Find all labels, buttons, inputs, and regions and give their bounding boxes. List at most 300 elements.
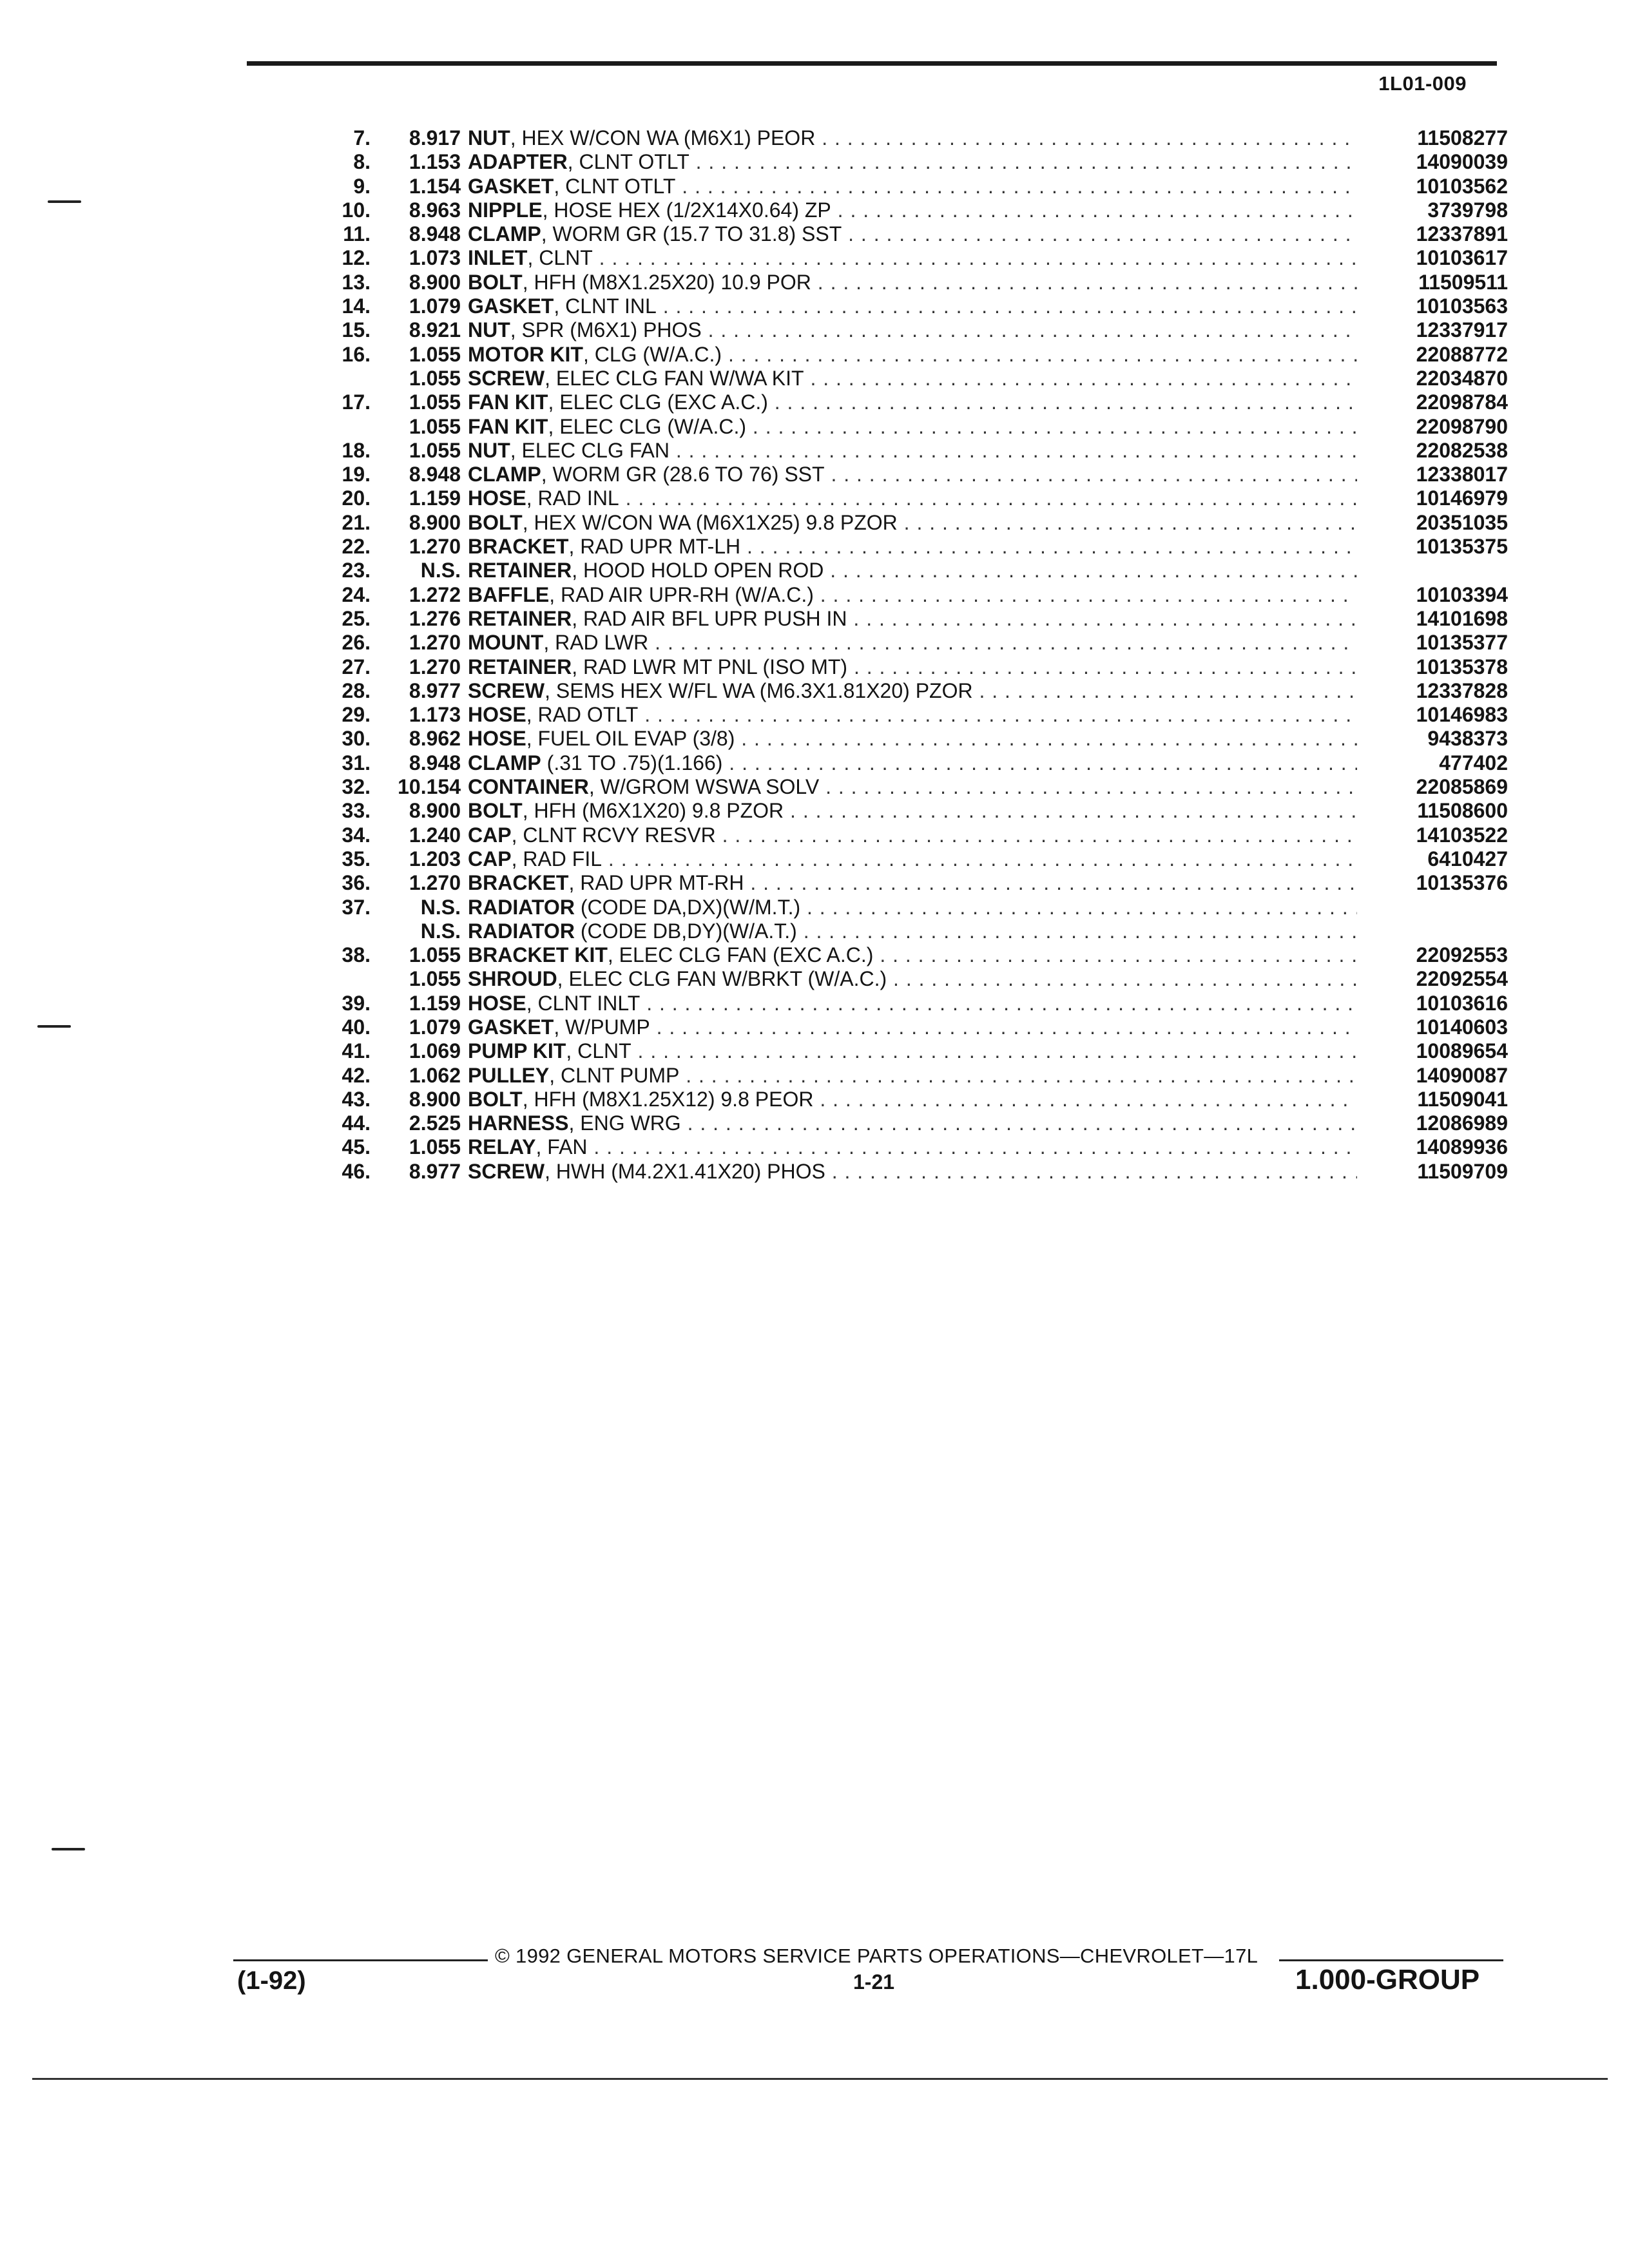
table-row bbox=[284, 126, 1508, 150]
part-description bbox=[468, 967, 1357, 991]
part-description bbox=[468, 823, 1357, 847]
group-number: 10.154 bbox=[398, 775, 461, 799]
group-number: 1.154 bbox=[409, 174, 461, 198]
item-number: 24. bbox=[342, 582, 371, 606]
part-name: BOLT bbox=[468, 510, 523, 534]
scan-mark bbox=[48, 200, 81, 203]
group-number: 1.240 bbox=[409, 823, 461, 847]
table-row bbox=[284, 511, 1508, 535]
part-detail: , RAD UPR MT-RH bbox=[568, 871, 744, 895]
group-number: 1.055 bbox=[409, 943, 461, 967]
part-number: 22082538 bbox=[1416, 438, 1508, 462]
table-row bbox=[284, 463, 1508, 486]
part-description bbox=[468, 150, 1357, 174]
part-number: 10135375 bbox=[1416, 535, 1508, 559]
table-row bbox=[284, 222, 1508, 246]
part-name: CAP bbox=[468, 847, 512, 870]
part-number: 12337917 bbox=[1416, 318, 1508, 342]
part-detail: , CLNT RCVY RESVR bbox=[511, 823, 716, 847]
part-name: SHROUD bbox=[468, 967, 557, 991]
part-detail: , ELEC CLG FAN bbox=[510, 438, 670, 462]
table-row bbox=[284, 679, 1508, 703]
item-number: 35. bbox=[342, 847, 371, 870]
part-description bbox=[468, 246, 1357, 270]
part-detail: , ELEC CLG FAN W/BRKT (W/A.C.) bbox=[557, 967, 887, 991]
table-row bbox=[284, 150, 1508, 174]
item-number: 11. bbox=[343, 222, 371, 246]
part-detail: (CODE DB,DY)(W/A.T.) bbox=[574, 919, 797, 943]
bottom-rule bbox=[32, 2078, 1608, 2080]
part-name: BRACKET KIT bbox=[468, 943, 608, 967]
group-number: 1.079 bbox=[409, 1015, 461, 1039]
part-name: BAFFLE bbox=[468, 582, 550, 606]
table-row bbox=[284, 1088, 1508, 1111]
part-name: INLET bbox=[468, 246, 528, 270]
item-number: 38. bbox=[342, 943, 371, 967]
part-detail: , HFH (M6X1X20) 9.8 PZOR bbox=[522, 799, 784, 823]
part-description bbox=[468, 271, 1357, 294]
part-number: 11508600 bbox=[1417, 799, 1508, 823]
table-row bbox=[284, 439, 1508, 463]
item-number: 41. bbox=[342, 1039, 371, 1063]
table-row bbox=[284, 486, 1508, 510]
part-number: 10140603 bbox=[1416, 1015, 1508, 1039]
footer-rule-left bbox=[233, 1959, 488, 1961]
part-detail: , CLNT OTLT bbox=[567, 150, 689, 174]
part-detail: , RAD LWR bbox=[543, 631, 649, 655]
part-detail: , CLNT bbox=[566, 1039, 631, 1063]
group-number: 8.948 bbox=[409, 751, 461, 774]
part-detail: , WORM GR (15.7 TO 31.8) SST bbox=[541, 222, 842, 246]
item-number: 15. bbox=[342, 318, 371, 342]
part-number: 9438373 bbox=[1427, 727, 1508, 751]
part-number: 10135377 bbox=[1416, 631, 1508, 655]
part-description bbox=[468, 703, 1357, 727]
table-row bbox=[284, 751, 1508, 775]
group-number: 1.203 bbox=[409, 847, 461, 870]
group-number: 1.055 bbox=[409, 967, 461, 991]
table-row bbox=[284, 943, 1508, 967]
part-name: NUT bbox=[468, 438, 510, 462]
item-number: 26. bbox=[342, 631, 371, 655]
item-number: 40. bbox=[342, 1015, 371, 1039]
part-description bbox=[468, 559, 1357, 582]
part-detail: , WORM GR (28.6 TO 76) SST bbox=[541, 463, 825, 486]
part-detail: , CLNT INL bbox=[554, 294, 657, 318]
part-number: 10146983 bbox=[1416, 703, 1508, 727]
part-number: 22092554 bbox=[1416, 967, 1508, 991]
item-number: 23. bbox=[342, 559, 371, 582]
item-number: 16. bbox=[342, 342, 371, 366]
part-detail: , HWH (M4.2X1.41X20) PHOS bbox=[545, 1159, 825, 1183]
part-detail: , RAD OTLT bbox=[526, 703, 639, 727]
part-description bbox=[468, 775, 1357, 799]
part-name: GASKET bbox=[468, 1015, 554, 1039]
group-number: 8.900 bbox=[409, 799, 461, 823]
part-number: 11509511 bbox=[1418, 270, 1508, 294]
part-detail: , ENG WRG bbox=[568, 1111, 681, 1135]
item-number: 46. bbox=[342, 1159, 371, 1183]
part-name: MOTOR KIT bbox=[468, 342, 583, 366]
part-description bbox=[468, 919, 1357, 943]
group-number: 1.055 bbox=[409, 366, 461, 390]
part-detail: , RAD INL bbox=[526, 486, 619, 510]
part-name: CONTAINER bbox=[468, 775, 589, 799]
item-number: 43. bbox=[342, 1087, 371, 1111]
group-number: 1.173 bbox=[409, 703, 461, 727]
part-name: MOUNT bbox=[468, 631, 544, 655]
table-row bbox=[284, 198, 1508, 222]
top-rule bbox=[247, 61, 1497, 66]
part-detail: , CLNT OTLT bbox=[554, 174, 676, 198]
group-number: 1.055 bbox=[409, 342, 461, 366]
item-number: 18. bbox=[342, 438, 371, 462]
group-number: 8.900 bbox=[409, 1087, 461, 1111]
table-row bbox=[284, 727, 1508, 751]
part-description bbox=[468, 1111, 1357, 1135]
part-number: 14103522 bbox=[1416, 823, 1508, 847]
group-number: 8.921 bbox=[409, 318, 461, 342]
part-description bbox=[468, 871, 1357, 895]
part-detail: , CLNT INLT bbox=[526, 991, 641, 1015]
item-number: 17. bbox=[342, 390, 371, 414]
footer-page-number: 1-21 bbox=[853, 1970, 895, 1994]
part-name: RETAINER bbox=[468, 606, 572, 630]
item-number: 30. bbox=[342, 727, 371, 751]
part-detail: , HOSE HEX (1/2X14X0.64) ZP bbox=[542, 198, 831, 222]
group-number: 8.948 bbox=[409, 463, 461, 486]
part-name: CLAMP bbox=[468, 222, 541, 246]
part-description bbox=[468, 992, 1357, 1015]
table-row bbox=[284, 271, 1508, 294]
part-description bbox=[468, 175, 1357, 198]
part-name: SCREW bbox=[468, 366, 545, 390]
part-number: 10103394 bbox=[1416, 582, 1508, 606]
item-number: 10. bbox=[342, 198, 371, 222]
part-description bbox=[468, 1015, 1357, 1039]
group-number: 1.270 bbox=[409, 871, 461, 895]
table-row bbox=[284, 655, 1508, 679]
part-name: FAN KIT bbox=[468, 414, 548, 438]
part-description bbox=[468, 1088, 1357, 1111]
table-row bbox=[284, 799, 1508, 823]
item-number: 19. bbox=[342, 463, 371, 486]
part-number: 10135378 bbox=[1416, 655, 1508, 678]
group-number: 1.153 bbox=[409, 150, 461, 174]
part-detail: , RAD FIL bbox=[511, 847, 602, 870]
part-number: 14090039 bbox=[1416, 150, 1508, 174]
item-number: 37. bbox=[342, 895, 371, 919]
part-number: 22098790 bbox=[1416, 414, 1508, 438]
part-number: 10103616 bbox=[1416, 991, 1508, 1015]
table-row bbox=[284, 775, 1508, 799]
table-row bbox=[284, 1039, 1508, 1063]
group-number: 2.525 bbox=[409, 1111, 461, 1135]
part-detail: , CLNT bbox=[527, 246, 593, 270]
part-name: ADAPTER bbox=[468, 150, 568, 174]
item-number: 21. bbox=[342, 510, 371, 534]
part-detail: , FAN bbox=[535, 1135, 588, 1159]
part-description bbox=[468, 390, 1357, 414]
group-number: 1.270 bbox=[409, 631, 461, 655]
item-number: 45. bbox=[342, 1135, 371, 1159]
item-number: 14. bbox=[342, 294, 371, 318]
part-number: 22034870 bbox=[1416, 366, 1508, 390]
part-number: 14101698 bbox=[1416, 606, 1508, 630]
item-number: 31. bbox=[342, 751, 371, 774]
part-number: 10146979 bbox=[1416, 486, 1508, 510]
part-description bbox=[468, 1064, 1357, 1088]
part-description bbox=[468, 294, 1357, 318]
table-row bbox=[284, 896, 1508, 919]
table-row bbox=[284, 871, 1508, 895]
part-name: BRACKET bbox=[468, 871, 569, 895]
table-row bbox=[284, 246, 1508, 270]
part-description bbox=[468, 943, 1357, 967]
group-number: 8.963 bbox=[409, 198, 461, 222]
table-row bbox=[284, 318, 1508, 342]
group-number: 1.272 bbox=[409, 582, 461, 606]
group-number: 8.977 bbox=[409, 1159, 461, 1183]
item-number: 9. bbox=[353, 174, 371, 198]
part-name: PULLEY bbox=[468, 1063, 550, 1087]
part-name: RADIATOR bbox=[468, 895, 575, 919]
part-detail: , RAD UPR MT-LH bbox=[568, 535, 741, 559]
part-detail: , ELEC CLG (EXC A.C.) bbox=[548, 390, 768, 414]
item-number: 27. bbox=[342, 655, 371, 678]
part-name: GASKET bbox=[468, 174, 554, 198]
part-description bbox=[468, 367, 1357, 390]
group-number: 1.055 bbox=[409, 414, 461, 438]
group-number: 1.276 bbox=[409, 606, 461, 630]
part-detail: , RAD AIR UPR-RH (W/A.C.) bbox=[549, 582, 814, 606]
part-detail: , HEX W/CON WA (M6X1X25) 9.8 PZOR bbox=[522, 510, 898, 534]
part-number: 10103617 bbox=[1416, 246, 1508, 270]
part-detail: (CODE DA,DX)(W/M.T.) bbox=[574, 895, 801, 919]
part-number: 22098784 bbox=[1416, 390, 1508, 414]
part-detail: , CLNT PUMP bbox=[549, 1063, 680, 1087]
group-number: 8.948 bbox=[409, 222, 461, 246]
item-number: 20. bbox=[342, 486, 371, 510]
part-number: 11508277 bbox=[1417, 126, 1508, 149]
part-name: HOSE bbox=[468, 727, 526, 751]
group-number: 1.069 bbox=[409, 1039, 461, 1063]
group-number: 8.917 bbox=[409, 126, 461, 149]
part-name: RETAINER bbox=[468, 559, 572, 582]
part-number: 12338017 bbox=[1416, 463, 1508, 486]
item-number: 34. bbox=[342, 823, 371, 847]
part-detail: (.31 TO .75)(1.166) bbox=[541, 751, 723, 774]
group-number: 1.159 bbox=[409, 486, 461, 510]
part-name: CLAMP bbox=[468, 463, 541, 486]
part-name: SCREW bbox=[468, 678, 545, 702]
part-description bbox=[468, 415, 1357, 439]
part-number: 6410427 bbox=[1427, 847, 1508, 870]
group-number: 1.159 bbox=[409, 991, 461, 1015]
item-number: 32. bbox=[342, 775, 371, 799]
part-number: 477402 bbox=[1439, 751, 1508, 774]
table-row bbox=[284, 390, 1508, 414]
part-number: 11509041 bbox=[1417, 1087, 1508, 1111]
part-detail: , HFH (M8X1.25X12) 9.8 PEOR bbox=[522, 1087, 814, 1111]
group-number: 8.977 bbox=[409, 678, 461, 702]
group-number: 8.900 bbox=[409, 270, 461, 294]
part-name: CLAMP bbox=[468, 751, 541, 774]
part-number: 14089936 bbox=[1416, 1135, 1508, 1159]
part-name: NUT bbox=[468, 318, 510, 342]
part-name: HOSE bbox=[468, 991, 526, 1015]
part-number: 11509709 bbox=[1417, 1159, 1508, 1183]
item-number: 29. bbox=[342, 703, 371, 727]
page-code: 1L01-009 bbox=[1378, 72, 1467, 95]
part-name: GASKET bbox=[468, 294, 554, 318]
item-number: 44. bbox=[342, 1111, 371, 1135]
part-detail: , W/PUMP bbox=[554, 1015, 650, 1039]
table-row bbox=[284, 1135, 1508, 1159]
part-description bbox=[468, 198, 1357, 222]
part-number: 14090087 bbox=[1416, 1063, 1508, 1087]
part-description bbox=[468, 222, 1357, 246]
part-name: NUT bbox=[468, 126, 510, 149]
part-number: 10103563 bbox=[1416, 294, 1508, 318]
item-number: 12. bbox=[342, 246, 371, 270]
table-row bbox=[284, 294, 1508, 318]
part-detail: , ELEC CLG (W/A.C.) bbox=[548, 414, 747, 438]
part-detail: , SEMS HEX W/FL WA (M6.3X1.81X20) PZOR bbox=[545, 678, 973, 702]
part-description bbox=[468, 607, 1357, 631]
part-name: BRACKET bbox=[468, 535, 569, 559]
table-row bbox=[284, 631, 1508, 655]
part-number: 22092553 bbox=[1416, 943, 1508, 967]
scan-mark bbox=[52, 1848, 85, 1850]
part-description bbox=[468, 463, 1357, 486]
part-number: 12337828 bbox=[1416, 678, 1508, 702]
part-detail: , RAD LWR MT PNL (ISO MT) bbox=[572, 655, 848, 678]
group-number: 1.055 bbox=[409, 438, 461, 462]
item-number: 28. bbox=[342, 678, 371, 702]
table-row bbox=[284, 367, 1508, 390]
table-row bbox=[284, 175, 1508, 198]
group-number: 1.079 bbox=[409, 294, 461, 318]
item-number: 25. bbox=[342, 606, 371, 630]
part-number: 12086989 bbox=[1416, 1111, 1508, 1135]
part-description bbox=[468, 535, 1357, 559]
footer-copyright: © 1992 GENERAL MOTORS SERVICE PARTS OPERATIONS—CHEVROLET—17L bbox=[495, 1945, 1258, 1967]
scan-mark bbox=[37, 1025, 71, 1028]
part-name: RETAINER bbox=[468, 655, 572, 678]
part-description bbox=[468, 1135, 1357, 1159]
table-row bbox=[284, 1015, 1508, 1039]
part-description bbox=[468, 799, 1357, 823]
table-row bbox=[284, 967, 1508, 991]
group-number: 1.055 bbox=[409, 1135, 461, 1159]
part-detail: , RAD AIR BFL UPR PUSH IN bbox=[572, 606, 847, 630]
part-name: BOLT bbox=[468, 270, 523, 294]
part-detail: , SPR (M6X1) PHOS bbox=[510, 318, 702, 342]
part-description bbox=[468, 751, 1357, 775]
table-row bbox=[284, 992, 1508, 1015]
table-row bbox=[284, 535, 1508, 559]
part-description bbox=[468, 439, 1357, 463]
part-detail: , HFH (M8X1.25X20) 10.9 POR bbox=[522, 270, 811, 294]
table-row bbox=[284, 823, 1508, 847]
part-number: 22085869 bbox=[1416, 775, 1508, 799]
item-number: 7. bbox=[353, 126, 371, 149]
part-number: 20351035 bbox=[1416, 510, 1508, 534]
footer-rule-right bbox=[1279, 1959, 1503, 1961]
part-description bbox=[468, 679, 1357, 703]
table-row bbox=[284, 415, 1508, 439]
table-row bbox=[284, 559, 1508, 582]
item-number: 42. bbox=[342, 1063, 371, 1087]
part-name: HOSE bbox=[468, 703, 526, 727]
group-number: 8.900 bbox=[409, 510, 461, 534]
table-row bbox=[284, 1064, 1508, 1088]
group-number: 1.055 bbox=[409, 390, 461, 414]
table-row bbox=[284, 847, 1508, 871]
part-name: HOSE bbox=[468, 486, 526, 510]
part-name: NIPPLE bbox=[468, 198, 543, 222]
parts-list bbox=[284, 126, 1508, 1184]
part-description bbox=[468, 1160, 1357, 1184]
part-detail: , FUEL OIL EVAP (3/8) bbox=[526, 727, 735, 751]
table-row bbox=[284, 607, 1508, 631]
part-number: 10103562 bbox=[1416, 174, 1508, 198]
group-number: 1.062 bbox=[409, 1063, 461, 1087]
part-description bbox=[468, 343, 1357, 367]
table-row bbox=[284, 343, 1508, 367]
item-number: 39. bbox=[342, 991, 371, 1015]
footer-date-code: (1-92) bbox=[237, 1966, 306, 1995]
item-number: 8. bbox=[353, 150, 371, 174]
part-description bbox=[468, 655, 1357, 679]
group-number: 1.270 bbox=[409, 655, 461, 678]
part-number: 12337891 bbox=[1416, 222, 1508, 246]
group-number: 1.073 bbox=[409, 246, 461, 270]
part-description bbox=[468, 896, 1357, 919]
item-number: 36. bbox=[342, 871, 371, 895]
footer-group-label: 1.000-GROUP bbox=[1295, 1964, 1480, 1995]
part-name: SCREW bbox=[468, 1159, 545, 1183]
part-description bbox=[468, 318, 1357, 342]
part-description bbox=[468, 631, 1357, 655]
part-description bbox=[468, 486, 1357, 510]
part-number: 3739798 bbox=[1427, 198, 1508, 222]
table-row bbox=[284, 1111, 1508, 1135]
part-name: BOLT bbox=[468, 799, 523, 823]
table-row bbox=[284, 703, 1508, 727]
table-row bbox=[284, 583, 1508, 607]
part-detail: , W/GROM WSWA SOLV bbox=[588, 775, 820, 799]
group-number: N.S. bbox=[420, 559, 461, 582]
part-detail: , ELEC CLG FAN W/WA KIT bbox=[545, 366, 804, 390]
part-detail: , HEX W/CON WA (M6X1) PEOR bbox=[510, 126, 816, 149]
part-number: 22088772 bbox=[1416, 342, 1508, 366]
group-number: 8.962 bbox=[409, 727, 461, 751]
group-number: N.S. bbox=[420, 895, 461, 919]
part-description bbox=[468, 583, 1357, 607]
part-name: BOLT bbox=[468, 1087, 523, 1111]
part-number: 10089654 bbox=[1416, 1039, 1508, 1063]
part-name: CAP bbox=[468, 823, 512, 847]
part-name: PUMP KIT bbox=[468, 1039, 566, 1063]
group-number: N.S. bbox=[420, 919, 461, 943]
item-number: 22. bbox=[342, 535, 371, 559]
part-number: 10135376 bbox=[1416, 871, 1508, 895]
part-detail: , CLG (W/A.C.) bbox=[583, 342, 722, 366]
part-description bbox=[468, 1039, 1357, 1063]
part-name: RADIATOR bbox=[468, 919, 575, 943]
